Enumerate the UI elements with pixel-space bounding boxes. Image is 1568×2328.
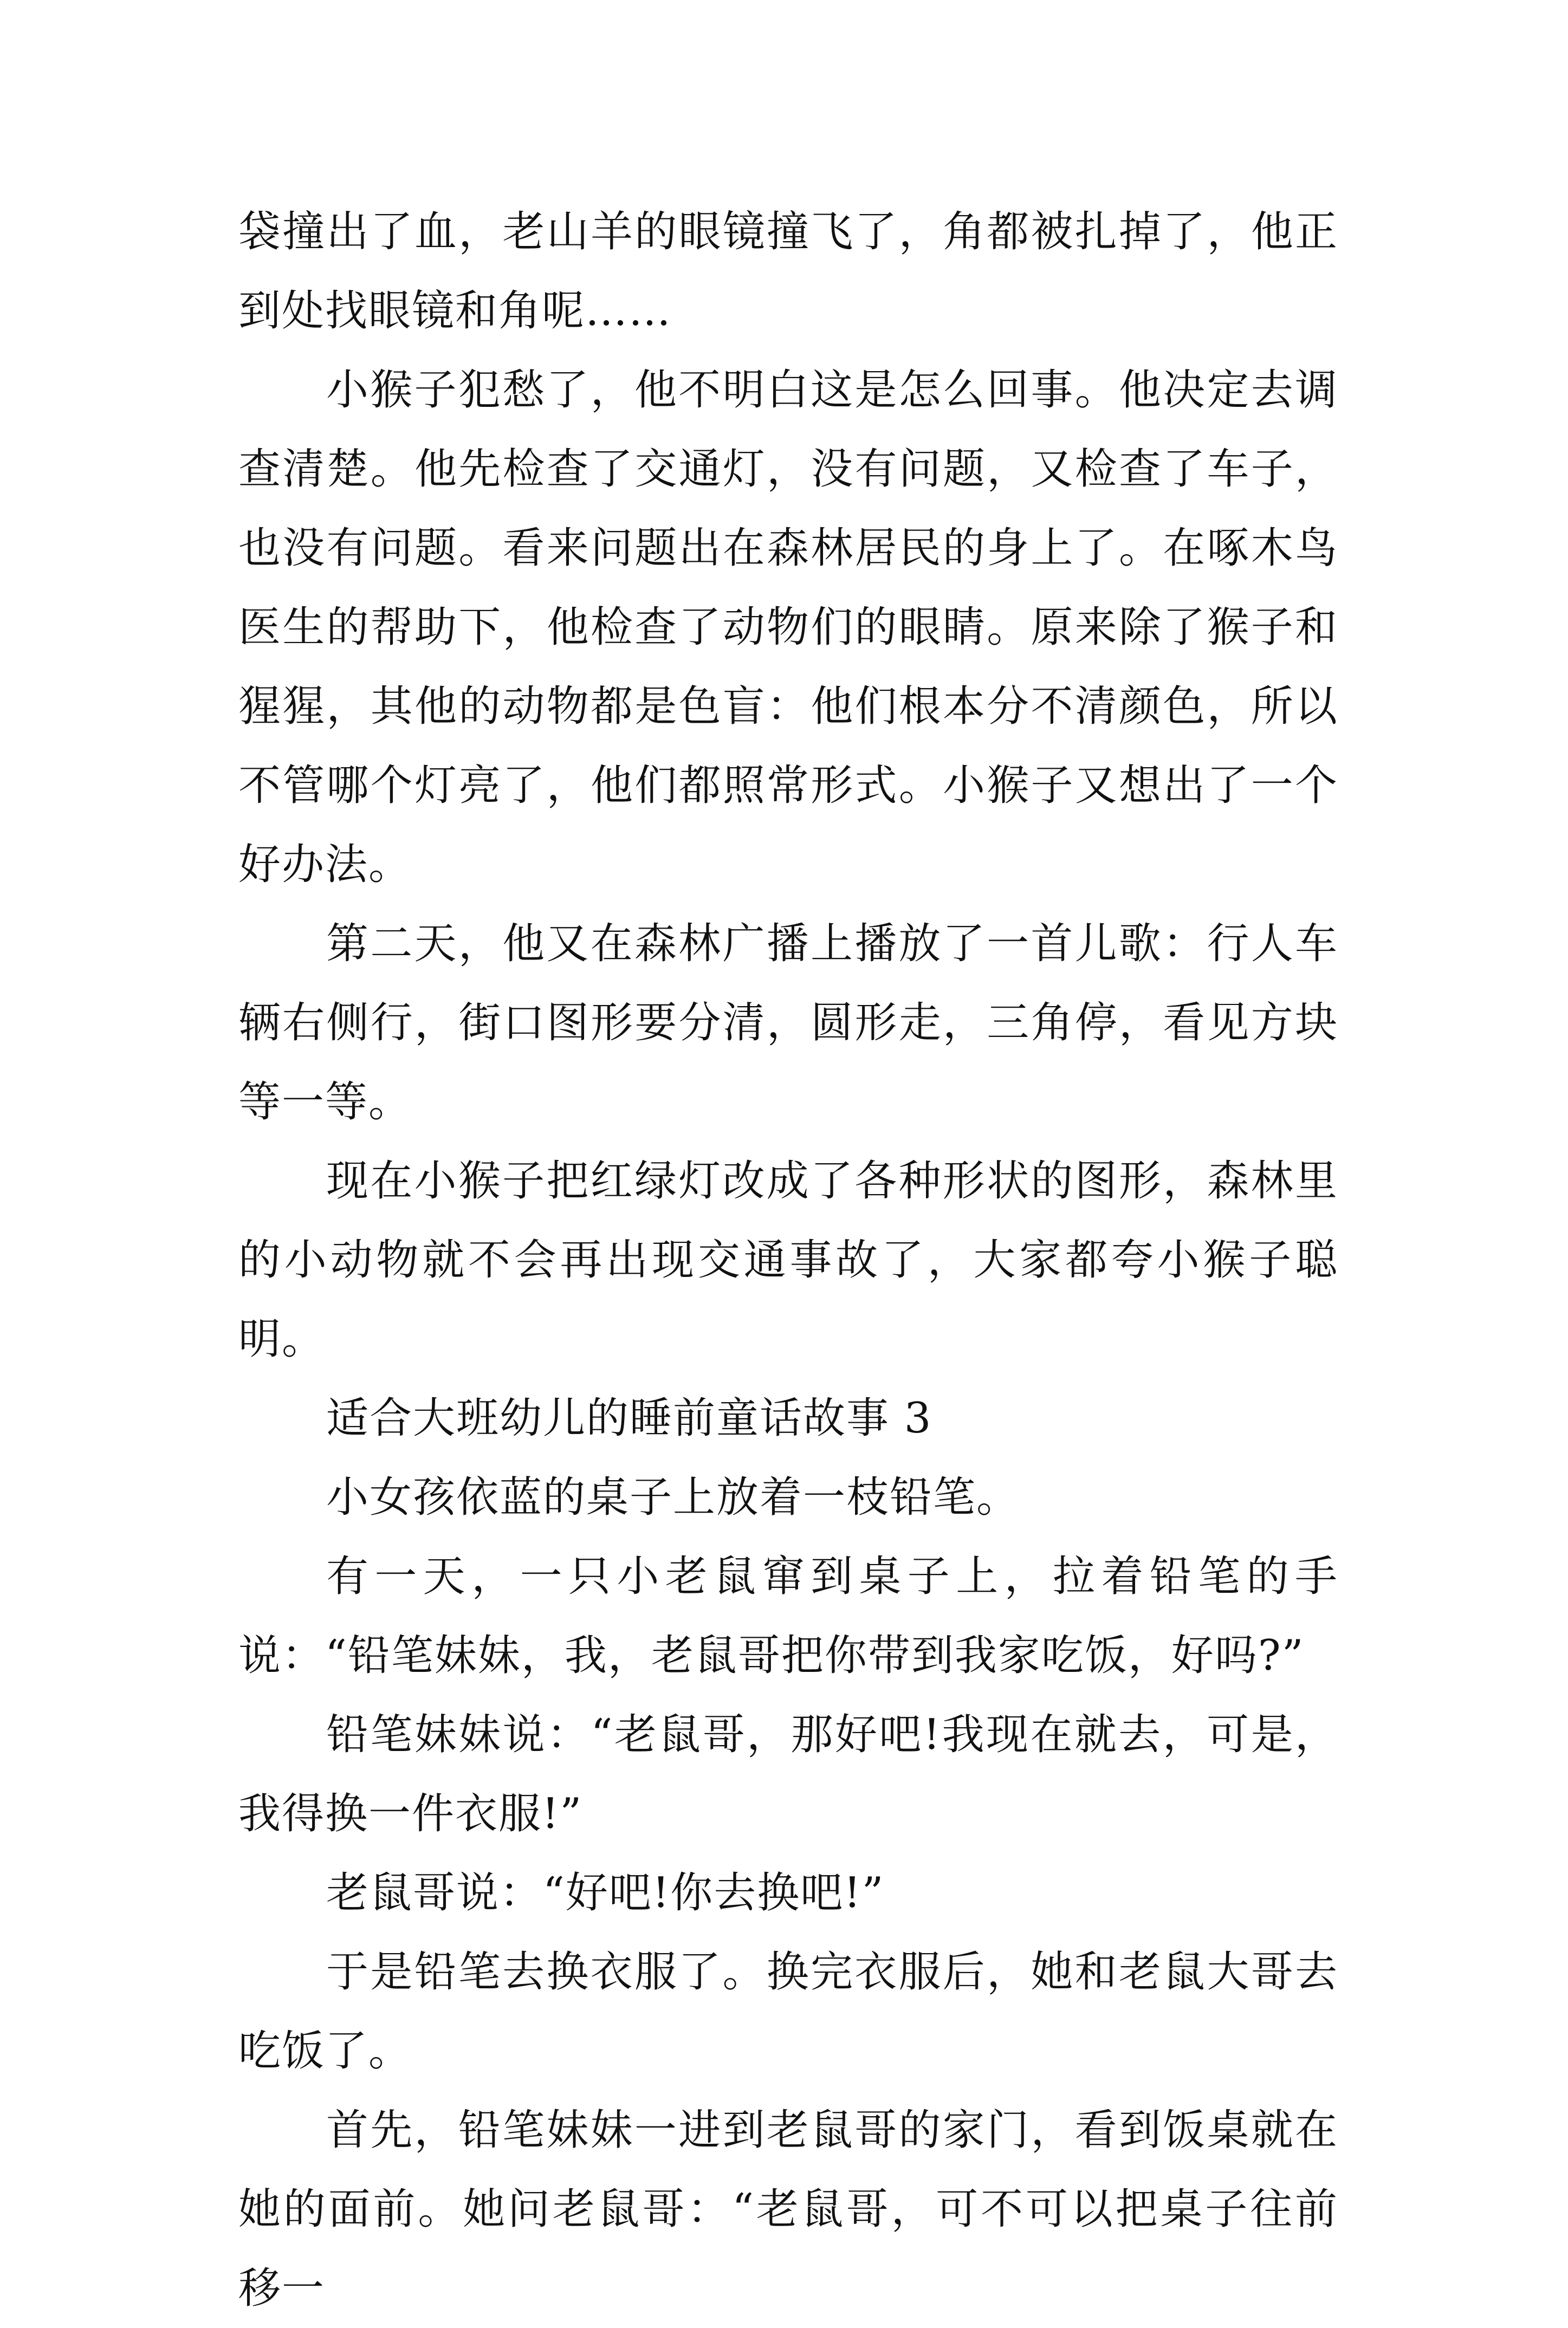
paragraph-4: 现在小猴子把红绿灯改成了各种形状的图形，森林里的小动物就不会再出现交通事故了，大家都夸小猴子聪明。 [238,1157,1338,1364]
paragraph-8: 铅笔妹妹说：“老鼠哥，那好吧!我现在就去，可是，我得换一件衣服!” [238,1710,1338,1838]
paragraph-1: 袋撞出了血，老山羊的眼镜撞飞了，角都被扎掉了，他正到处找眼镜和角呢…… [238,207,1338,335]
paragraph-10: 于是铅笔去换衣服了。换完衣服后，她和老鼠大哥去吃饭了。 [238,1948,1338,2076]
paragraph-3: 第二天，他又在森林广播上播放了一首儿歌：行人车辆右侧行，街口图形要分清，圆形走，三角停，看见方块等一等。 [238,919,1338,1126]
section-heading: 适合大班幼儿的睡前童话故事 3 [326,1394,932,1443]
body-text [238,192,1338,2328]
paragraph-2: 小猴子犯愁了，他不明白这是怎么回事。他决定去调查清楚。他先检查了交通灯，没有问题，又检查了车子，也没有问题。看来问题出在森林居民的身上了。在啄木鸟医生的帮助下，他检查了动物们的眼睛。原来除了猴子和猩猩，其他的动物都是色盲：他们根本分不清颜色，所以不管哪个灯亮了，他们都照常形式。小猴子又想出了一个好办法。 [238,366,1338,889]
paragraph-6: 小女孩依蓝的桌子上放着一枝铅笔。 [326,1473,1020,1522]
paragraph-7: 有一天，一只小老鼠窜到桌子上，拉着铅笔的手说：“铅笔妹妹，我，老鼠哥把你带到我家吃饭，好吗?” [238,1552,1338,1680]
paragraph-11: 首先，铅笔妹妹一进到老鼠哥的家门，看到饭桌就在她的面前。她问老鼠哥：“老鼠哥，可不可以把桌子往前移一 [238,2106,1338,2313]
paragraph-9: 老鼠哥说：“好吧!你去换吧!” [326,1869,885,1917]
